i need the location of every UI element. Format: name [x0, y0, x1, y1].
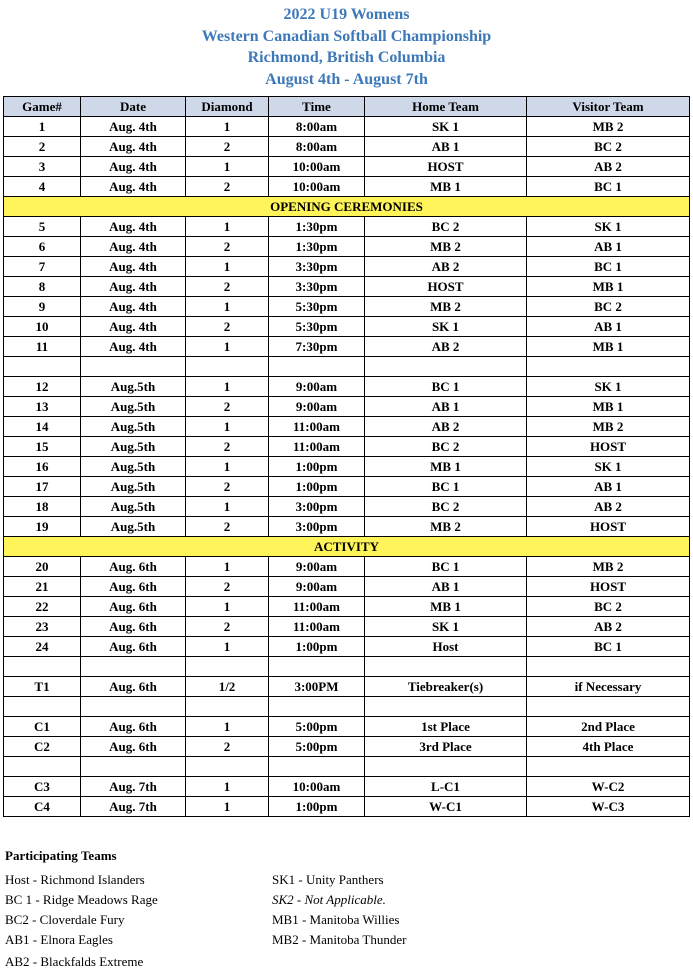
time-cell: 11:00am	[269, 617, 365, 637]
col-header-game: Game#	[4, 97, 81, 117]
home-team-cell: BC 2	[365, 437, 527, 457]
time-cell: 1:00pm	[269, 457, 365, 477]
time-cell: 3:30pm	[269, 277, 365, 297]
table-row	[4, 157, 690, 177]
time-cell: 3:00pm	[269, 517, 365, 537]
home-team-cell: 3rd Place	[365, 737, 527, 757]
home-team-cell: MB 1	[365, 457, 527, 477]
empty-cell	[527, 657, 690, 677]
game-number-cell: 15	[4, 437, 81, 457]
visitor-team-cell: HOST	[527, 577, 690, 597]
empty-cell	[81, 657, 186, 677]
game-number-cell: 21	[4, 577, 81, 597]
game-number-cell: 10	[4, 317, 81, 337]
game-number-cell: 3	[4, 157, 81, 177]
home-team-cell: AB 2	[365, 257, 527, 277]
spacer-row	[4, 357, 690, 377]
date-cell: Aug. 4th	[81, 337, 186, 357]
date-cell: Aug. 4th	[81, 257, 186, 277]
time-cell: 1:30pm	[269, 237, 365, 257]
table-row	[4, 677, 690, 697]
date-cell: Aug.5th	[81, 457, 186, 477]
visitor-team-cell: MB 2	[527, 557, 690, 577]
team-entry: MB1 - Manitoba Willies	[272, 912, 400, 927]
home-team-cell: AB 1	[365, 577, 527, 597]
game-number-cell: 4	[4, 177, 81, 197]
col-header-date: Date	[81, 97, 186, 117]
time-cell: 7:30pm	[269, 337, 365, 357]
time-cell: 1:00pm	[269, 797, 365, 817]
date-cell: Aug. 4th	[81, 217, 186, 237]
team-entry: MB2 - Manitoba Thunder	[272, 932, 407, 947]
game-number-cell: C2	[4, 737, 81, 757]
banner-label: OPENING CEREMONIES	[4, 197, 690, 217]
empty-cell	[186, 757, 269, 777]
diamond-cell: 2	[186, 517, 269, 537]
diamond-cell: 1	[186, 157, 269, 177]
diamond-cell: 1	[186, 417, 269, 437]
game-number-cell: 16	[4, 457, 81, 477]
table-row	[4, 397, 690, 417]
time-cell: 1:30pm	[269, 217, 365, 237]
time-cell: 10:00am	[269, 177, 365, 197]
empty-cell	[527, 697, 690, 717]
diamond-cell: 2	[186, 437, 269, 457]
time-cell: 3:00pm	[269, 497, 365, 517]
visitor-team-cell: BC 1	[527, 257, 690, 277]
table-row	[4, 637, 690, 657]
home-team-cell: HOST	[365, 157, 527, 177]
visitor-team-cell: W-C3	[527, 797, 690, 817]
diamond-cell: 2	[186, 317, 269, 337]
visitor-team-cell: MB 1	[527, 277, 690, 297]
date-cell: Aug. 6th	[81, 677, 186, 697]
table-row	[4, 737, 690, 757]
table-row	[4, 517, 690, 537]
time-cell: 11:00am	[269, 597, 365, 617]
date-cell: Aug. 6th	[81, 617, 186, 637]
game-number-cell: 22	[4, 597, 81, 617]
diamond-cell: 1	[186, 597, 269, 617]
home-team-cell: MB 2	[365, 297, 527, 317]
home-team-cell: MB 1	[365, 597, 527, 617]
game-number-cell: 11	[4, 337, 81, 357]
table-row	[4, 137, 690, 157]
team-entry: BC2 - Cloverdale Fury	[5, 912, 125, 927]
game-number-cell: 6	[4, 237, 81, 257]
game-number-cell: 24	[4, 637, 81, 657]
spacer-row	[4, 697, 690, 717]
empty-cell	[81, 357, 186, 377]
visitor-team-cell: if Necessary	[527, 677, 690, 697]
diamond-cell: 1	[186, 777, 269, 797]
diamond-cell: 1	[186, 497, 269, 517]
empty-cell	[81, 697, 186, 717]
game-number-cell: 18	[4, 497, 81, 517]
table-row	[4, 617, 690, 637]
date-cell: Aug. 7th	[81, 797, 186, 817]
empty-cell	[365, 757, 527, 777]
title-line-2: Western Canadian Softball Championship	[201, 27, 492, 45]
home-team-cell: Tiebreaker(s)	[365, 677, 527, 697]
team-entry: SK1 - Unity Panthers	[272, 872, 384, 887]
empty-cell	[186, 657, 269, 677]
game-number-cell: 8	[4, 277, 81, 297]
time-cell: 8:00am	[269, 137, 365, 157]
home-team-cell: SK 1	[365, 617, 527, 637]
teams-heading: Participating Teams	[5, 848, 117, 863]
schedule-table	[3, 96, 690, 817]
date-cell: Aug. 4th	[81, 157, 186, 177]
diamond-cell: 1	[186, 637, 269, 657]
game-number-cell: 9	[4, 297, 81, 317]
diamond-cell: 2	[186, 477, 269, 497]
time-cell: 5:30pm	[269, 297, 365, 317]
team-entry: BC 1 - Ridge Meadows Rage	[5, 892, 158, 907]
date-cell: Aug. 4th	[81, 137, 186, 157]
home-team-cell: MB 2	[365, 517, 527, 537]
home-team-cell: BC 2	[365, 497, 527, 517]
game-number-cell: 13	[4, 397, 81, 417]
diamond-cell: 1	[186, 257, 269, 277]
home-team-cell: SK 1	[365, 117, 527, 137]
table-row	[4, 117, 690, 137]
date-cell: Aug. 7th	[81, 777, 186, 797]
table-row	[4, 337, 690, 357]
date-cell: Aug. 6th	[81, 737, 186, 757]
game-number-cell: T1	[4, 677, 81, 697]
game-number-cell: 23	[4, 617, 81, 637]
date-cell: Aug. 4th	[81, 277, 186, 297]
col-header-time: Time	[269, 97, 365, 117]
visitor-team-cell: AB 2	[527, 157, 690, 177]
table-row	[4, 257, 690, 277]
home-team-cell: MB 2	[365, 237, 527, 257]
time-cell: 10:00am	[269, 777, 365, 797]
date-cell: Aug. 6th	[81, 717, 186, 737]
visitor-team-cell: AB 1	[527, 477, 690, 497]
team-entry: SK2 - Not Applicable.	[272, 892, 386, 907]
diamond-cell: 1	[186, 457, 269, 477]
visitor-team-cell: MB 1	[527, 397, 690, 417]
visitor-team-cell: 2nd Place	[527, 717, 690, 737]
time-cell: 1:00pm	[269, 477, 365, 497]
table-row	[4, 477, 690, 497]
date-cell: Aug. 4th	[81, 237, 186, 257]
diamond-cell: 1	[186, 337, 269, 357]
col-header-visitor-team: Visitor Team	[527, 97, 690, 117]
table-row	[4, 797, 690, 817]
game-number-cell: 1	[4, 117, 81, 137]
home-team-cell: MB 1	[365, 177, 527, 197]
time-cell: 11:00am	[269, 437, 365, 457]
spacer-row	[4, 757, 690, 777]
table-row	[4, 597, 690, 617]
empty-cell	[365, 697, 527, 717]
diamond-cell: 1	[186, 797, 269, 817]
banner-row	[4, 537, 690, 557]
date-cell: Aug. 6th	[81, 557, 186, 577]
game-number-cell: 2	[4, 137, 81, 157]
time-cell: 10:00am	[269, 157, 365, 177]
game-number-cell: C3	[4, 777, 81, 797]
home-team-cell: AB 2	[365, 337, 527, 357]
game-number-cell: 17	[4, 477, 81, 497]
diamond-cell: 2	[186, 137, 269, 157]
date-cell: Aug.5th	[81, 437, 186, 457]
visitor-team-cell: MB 2	[527, 417, 690, 437]
diamond-cell: 1/2	[186, 677, 269, 697]
game-number-cell: C1	[4, 717, 81, 737]
empty-cell	[4, 657, 81, 677]
diamond-cell: 1	[186, 377, 269, 397]
col-header-home-team: Home Team	[365, 97, 527, 117]
table-row	[4, 497, 690, 517]
date-cell: Aug. 4th	[81, 317, 186, 337]
home-team-cell: AB 2	[365, 417, 527, 437]
date-cell: Aug. 4th	[81, 117, 186, 137]
empty-cell	[269, 357, 365, 377]
game-number-cell: C4	[4, 797, 81, 817]
team-entry: AB2 - Blackfalds Extreme	[5, 954, 144, 969]
visitor-team-cell: HOST	[527, 437, 690, 457]
game-number-cell: 20	[4, 557, 81, 577]
visitor-team-cell: BC 1	[527, 177, 690, 197]
diamond-cell: 1	[186, 217, 269, 237]
diamond-cell: 2	[186, 397, 269, 417]
table-row	[4, 237, 690, 257]
home-team-cell: L-C1	[365, 777, 527, 797]
home-team-cell: BC 1	[365, 557, 527, 577]
diamond-cell: 2	[186, 577, 269, 597]
spacer-row	[4, 657, 690, 677]
diamond-cell: 1	[186, 117, 269, 137]
home-team-cell: BC 2	[365, 217, 527, 237]
date-cell: Aug.5th	[81, 397, 186, 417]
game-number-cell: 19	[4, 517, 81, 537]
visitor-team-cell: BC 2	[527, 137, 690, 157]
empty-cell	[4, 357, 81, 377]
empty-cell	[365, 357, 527, 377]
table-row	[4, 297, 690, 317]
empty-cell	[527, 757, 690, 777]
visitor-team-cell: SK 1	[527, 377, 690, 397]
empty-cell	[269, 757, 365, 777]
table-row	[4, 437, 690, 457]
time-cell: 9:00am	[269, 557, 365, 577]
col-header-diamond: Diamond	[186, 97, 269, 117]
empty-cell	[365, 657, 527, 677]
date-cell: Aug.5th	[81, 497, 186, 517]
banner-row	[4, 197, 690, 217]
visitor-team-cell: AB 1	[527, 237, 690, 257]
home-team-cell: Host	[365, 637, 527, 657]
time-cell: 9:00am	[269, 377, 365, 397]
time-cell: 1:00pm	[269, 637, 365, 657]
game-number-cell: 7	[4, 257, 81, 277]
visitor-team-cell: MB 1	[527, 337, 690, 357]
table-row	[4, 217, 690, 237]
schedule-body	[4, 117, 690, 817]
visitor-team-cell: AB 1	[527, 317, 690, 337]
visitor-team-cell: W-C2	[527, 777, 690, 797]
empty-cell	[4, 757, 81, 777]
time-cell: 3:30pm	[269, 257, 365, 277]
diamond-cell: 2	[186, 177, 269, 197]
title-line-4: August 4th - August 7th	[265, 70, 428, 88]
time-cell: 9:00am	[269, 397, 365, 417]
empty-cell	[527, 357, 690, 377]
game-number-cell: 14	[4, 417, 81, 437]
home-team-cell: 1st Place	[365, 717, 527, 737]
date-cell: Aug.5th	[81, 477, 186, 497]
diamond-cell: 2	[186, 617, 269, 637]
visitor-team-cell: AB 2	[527, 617, 690, 637]
date-cell: Aug.5th	[81, 417, 186, 437]
diamond-cell: 1	[186, 557, 269, 577]
visitor-team-cell: SK 1	[527, 217, 690, 237]
visitor-team-cell: BC 2	[527, 597, 690, 617]
date-cell: Aug.5th	[81, 377, 186, 397]
visitor-team-cell: AB 2	[527, 497, 690, 517]
home-team-cell: BC 1	[365, 477, 527, 497]
time-cell: 5:00pm	[269, 737, 365, 757]
visitor-team-cell: BC 2	[527, 297, 690, 317]
time-cell: 3:00PM	[269, 677, 365, 697]
date-cell: Aug. 6th	[81, 577, 186, 597]
home-team-cell: W-C1	[365, 797, 527, 817]
diamond-cell: 1	[186, 717, 269, 737]
table-row	[4, 417, 690, 437]
banner-label: ACTIVITY	[4, 537, 690, 557]
table-row	[4, 317, 690, 337]
date-cell: Aug.5th	[81, 517, 186, 537]
table-row	[4, 557, 690, 577]
empty-cell	[4, 697, 81, 717]
visitor-team-cell: 4th Place	[527, 737, 690, 757]
page-title-block	[0, 0, 693, 90]
visitor-team-cell: MB 2	[527, 117, 690, 137]
title-line-1: 2022 U19 Womens	[283, 6, 410, 23]
table-row	[4, 277, 690, 297]
home-team-cell: BC 1	[365, 377, 527, 397]
time-cell: 9:00am	[269, 577, 365, 597]
time-cell: 8:00am	[269, 117, 365, 137]
table-row	[4, 717, 690, 737]
date-cell: Aug. 4th	[81, 297, 186, 317]
game-number-cell: 5	[4, 217, 81, 237]
empty-cell	[269, 697, 365, 717]
table-row	[4, 457, 690, 477]
diamond-cell: 2	[186, 737, 269, 757]
empty-cell	[81, 757, 186, 777]
time-cell: 5:30pm	[269, 317, 365, 337]
table-row	[4, 177, 690, 197]
visitor-team-cell: HOST	[527, 517, 690, 537]
team-entry: AB1 - Elnora Eagles	[5, 932, 113, 947]
date-cell: Aug. 6th	[81, 637, 186, 657]
home-team-cell: AB 1	[365, 137, 527, 157]
home-team-cell: HOST	[365, 277, 527, 297]
date-cell: Aug. 6th	[81, 597, 186, 617]
date-cell: Aug. 4th	[81, 177, 186, 197]
home-team-cell: SK 1	[365, 317, 527, 337]
schedule-header-row	[4, 97, 690, 117]
table-row	[4, 777, 690, 797]
time-cell: 5:00pm	[269, 717, 365, 737]
diamond-cell: 2	[186, 277, 269, 297]
visitor-team-cell: SK 1	[527, 457, 690, 477]
empty-cell	[269, 657, 365, 677]
diamond-cell: 1	[186, 297, 269, 317]
empty-cell	[186, 697, 269, 717]
visitor-team-cell: BC 1	[527, 637, 690, 657]
team-entry: Host - Richmond Islanders	[5, 872, 145, 887]
table-row	[4, 377, 690, 397]
time-cell: 11:00am	[269, 417, 365, 437]
title-line-3: Richmond, British Columbia	[247, 49, 446, 66]
diamond-cell: 2	[186, 237, 269, 257]
home-team-cell: AB 1	[365, 397, 527, 417]
table-row	[4, 577, 690, 597]
game-number-cell: 12	[4, 377, 81, 397]
empty-cell	[186, 357, 269, 377]
